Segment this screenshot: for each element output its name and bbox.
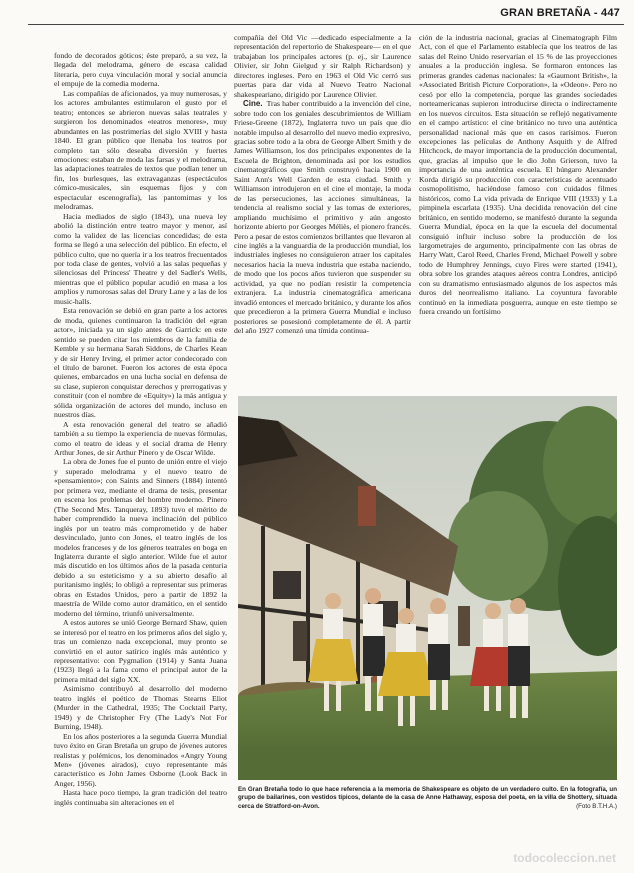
paragraph-text: Tras haber contribuido a la invención del cine, sobre todo con los geniales descubrimientos de William Friese-Greene (1872), Inglaterra tuvo un país que dio notable impulso al desarrollo del nuevo medio expresivo, gracias sobre todo a la obra de George Albert Smith y de James Williamson, los dos principales exponentes de la Escuela de Brighton, denominada así por los estudios cinematográficos que Smith construyó hacia 1900 en Saint Ann's Well Garden de esta ciudad. Smith y Williamson introdujeron en el cine el montaje, la moda de las persecuciones, las acciones simultáneas, la tendencia al realismo social y las tomas de exteriores, ampliando muchísimo el primitivo y aún angosto horizonte abierto por Georges Méliès, el pionero francés. Pero a pesar de estos comienzos brillantes que llevaron al cine inglés a la vanguardia de la producción mundial, los industriales ingleses no consiguieron atraer los capitales necesarios hacia la nueva industria que estaba naciendo, de modo que los pocos años tuvieron que suspender su actividad, ya que no podían resistir la competencia extranjera. La industria cinematográfica americana invadió entonces el mercado británico, y durante los años que precedieron a la primera Guerra Mundial e incluso posteriores se posesionó completamente de él. A partir del año 1927 comenzó una tímida continua- xyxy=(234,99,411,336)
photo-caption xyxy=(238,786,617,811)
paragraph: Las compañías de aficionados, ya muy numerosas, y los actores ambulantes estimularon el gusto por el teatro; entonces se abrieron nuevas salas teatrales y surgieron los denominados «teatros menores», muy abundantes en las postrimerías del siglo XVIII y hasta 1840. El gran público que llenaba los teatros por completo tan sólo deseaba diversión y fuertes emociones: estaban de moda las farsas y el melodrama, las adaptaciones teatrales de textos que podían tener un fin, los burlesques, las extravaganzas (espectáculos cómico-musicales, sin esquemas fijos y con espectacular escenografía), las pantomimas y los melodramas. xyxy=(54,88,227,212)
text-column-1 xyxy=(54,51,227,807)
paragraph: En los años posteriores a la segunda Guerra Mundial tuvo éxito en Gran Bretaña un grupo de jóvenes autores realistas y polémicos, los denominados «Angry Young Men» (jóvenes airados), cuyo representante más característico es John James Osborne (Look Back in Anger, 1956). xyxy=(54,731,227,788)
paragraph: La obra de Jones fue el punto de unión entre el viejo y superado melodrama y el nuevo teatro de «pensamiento»; con Saints and Sinners (1884) intentó por primera vez, mediante el drama de tesis, presentar en escena los problemas del hombre moderno. Pinero (The Second Mrs. Tanqueray, 1893) tuvo el mérito de haber comprendido la nueva inclinación del público inglés por un teatro más comprometido y de haber desvinculado, junto con Jones, el teatro inglés de los modelos franceses y de los géneros teatrales en boga en Inglaterra durante el siglo anterior. Wilde fue el autor más discutido en los últimos años de la pasada centuria debido a su esteticismo y a su abierto desafío al puritanismo inglés; lo obligó a representar sus primeras obras en Estados Unidos, pero a partir de 1892 la maestría de Wilde como autor dramático, en el sentido moderno del término, triunfó universalmente. xyxy=(54,457,227,618)
photo-dancers xyxy=(238,396,617,780)
page-header: GRAN BRETAÑA - 447 xyxy=(500,7,620,19)
paragraph: Hasta hace poco tiempo, la gran tradición del teatro inglés continuaba sin alteraciones en el xyxy=(54,788,227,807)
paragraph: compañía del Old Vic —dedicado especialmente a la representación del repertorio de Shakespeare— en el que trabajaban los principales actores (p. ej., sir Laurence Olivier, sir John Gielgud y sir Ralph Richardson) y directores ingleses. Pero en 1963 el Old Vic cerró sus puertas para dar vida al Nuevo Teatro Nacional shakespeariano, dirigido por Laurence Olivier. xyxy=(234,33,411,99)
caption-text: En Gran Bretaña todo lo que hace referencia a la memoria de Shakespeare es objeto de un verdadero culto. En la fotografía, un grupo de bailarines, con vestidos típicos, delante de la casa de Anne Hathaway, esposa del poeta, en la villa de Shottery, situada cerca de Stratford-on-Avon. xyxy=(238,786,617,810)
section-heading-cine: Cine. xyxy=(243,99,263,109)
paragraph: Asimismo contribuyó al desarrollo del moderno teatro inglés el poético de Thomas Stearns Eliot (Murder in the Cathedral, 1935; The Cocktail Party, 1949) y de Christopher Fry (The Lady's Not For Burning, 1948). xyxy=(54,684,227,732)
paragraph: A estos autores se unió George Bernard Shaw, quien se interesó por el teatro en los primeros años del siglo y, tras un comienzo nada excepcional, muy pronto se convirtió en el autor satírico inglés más auténtico y representativo: con Pygmalion (1914) y Santa Juana (1923) llegó a la fama como el principal autor de la primera mitad del siglo XX. xyxy=(54,618,227,684)
text-column-2 xyxy=(234,33,411,336)
paragraph: A esta renovación general del teatro se añadió también a su tiempo la experiencia de nuevas fórmulas, como el teatro de ideas y el social drama de Henry Arthur Jones, de sir Arthur Pinero y de Oscar Wilde. xyxy=(54,419,227,458)
watermark-logo: todocoleccion.net xyxy=(513,851,616,865)
photo-illustration xyxy=(238,396,617,780)
photo-credit: (Foto B.T.H.A.) xyxy=(576,802,617,810)
paragraph: fondo de decorados góticos; éste preparó, a su vez, la llegada del melodrama, género de escasa calidad literaria, pero cuya vinculación moral y social anuncia el empuje de la comedia moderna. xyxy=(54,51,227,89)
paragraph: ción de la industria nacional, gracias al Cinematograph Film Act, con el que el Parlamento establecía que los teatros de las salas del Reino Unido reservarían el 15 % de las proyecciones anuales a la producción inglesa. Se formaron entonces las primeras grandes cadenas nacionales: la «Gaumont British», la «Associated British Picture Corporation», la «Odeon». Pero no cesó por ello la competencia, porque las grandes sociedades norteamericanas supieron introducirse directa o indirectamente en los nuevos circuitos. Esta situación se reflejó negativamente en el campo artístico: el cine británico no tuvo una auténtica personalidad nacional más que en casos rarísimos. Fueron excepciones las películas de Anthony Asquith y de Alfred Hitchcock, de mayor importancia de la producción documental, que, gracias al impulso que le dio John Grierson, tuvo la importancia de una auténtica escuela. El húngaro Alexander Korda dirigió su producción con características de acentuado cosmopolitismo, haciéndose famoso con cuidados filmes históricos, como La vida privada de Enrique VIII (1933) y La pimpinela escarlata (1935). Una decidida renovación del cine británico, en sentido moderno, se manifestó durante la segunda Guerra Mundial, época en la que la escuela del documental consiguió influir incluso sobre la producción de los largometrajes de argumento, principalmente con las obras de Harry Watt, Carol Reed, Charles Frend, Michael Powell y sobre todo de Humphrey Jennings, cuyo Fires were started (1941), obra sobre los grandes ataques aéreos contra Londres, anticipó con su dramatismo entusiasmado algunos de los aspectos más duros del neorrealismo italiano. La coyuntura favorable continuó en la inmediata posguerra, aunque en este tiempo se fuera creando un fortísimo xyxy=(419,33,617,317)
paragraph-cine xyxy=(234,99,411,335)
paragraph: Esta renovación se debió en gran parte a los actores de moda, quienes continuaron la tradición del «gran actor», iniciada ya un siglo antes de Garrick: en este sentido se pueden citar los miembros de la familia de Kemble y su hermana Sarah Siddons, de Charles Kean y de sir Henry Irving, el primer actor condecorado con el título de baronet. Fueron los actores de esta época quienes, embarcados en una lucha social en defensa de su clase, supieron conquistar derechos y prerrogativas y constituir (con el nombre de «Equity») la más antigua y sólida organización de actores del mundo, incluso en nuestros días. xyxy=(54,306,227,420)
header-rule xyxy=(28,24,624,25)
paragraph: Hacia mediados de siglo (1843), una nueva ley abolió la distinción entre teatro mayor y menor, así como la validez de las licencias concedidas; de esta forma se llegó a una selección del público. En efecto, el público culto, que no quería ir a los teatros frecuentados por toda clase de gentes, volvió a las salas pequeñas y silenciosas del Princess' Theatre y del Sadler's Wells, mientras que el público popular acudió en masa a los amplios y rumorosas salas del Drury Lane y a las de los music-halls. xyxy=(54,211,227,306)
text-column-3 xyxy=(419,33,617,317)
